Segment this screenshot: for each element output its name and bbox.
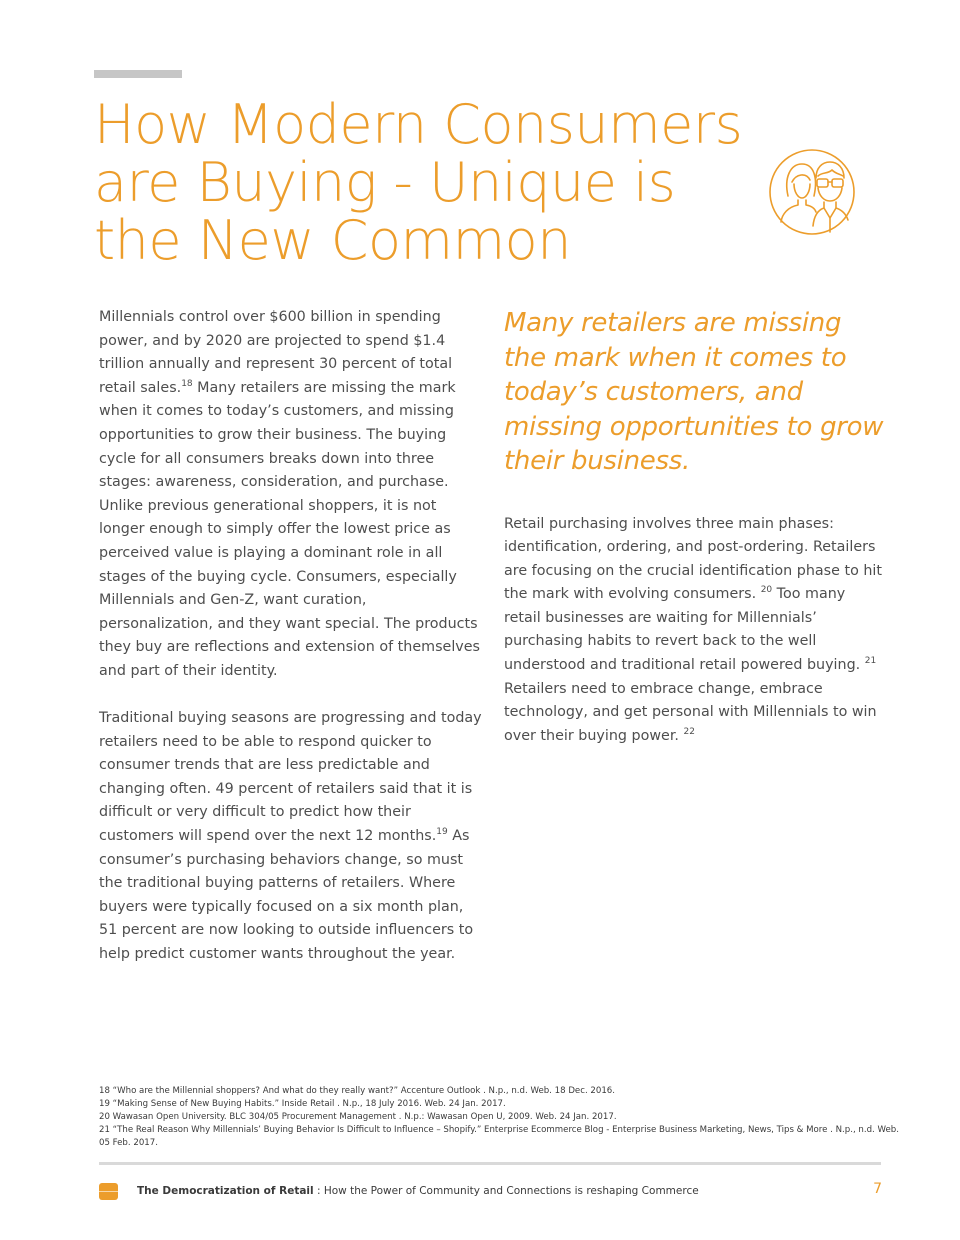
footnote-ref[interactable]: 22 [683, 727, 695, 738]
footer-divider [99, 1162, 881, 1165]
pull-quote: Many retailers are missing the mark when it comes to today’s customers, and missing opportunities to grow their business. [504, 308, 884, 476]
footer-document-title [137, 1185, 699, 1197]
body-text: Traditional buying seasons are progressing and today retailers need to be able to respond quicker to consumer trends that are less predictable and changing often. 49 percent of retailers said that it is difficult or very difficult to predict how their customers will spend over the next 12 months. [99, 710, 482, 845]
footer-subtitle: : How the Power of Community and Connections is reshaping Commerce [313, 1185, 699, 1197]
page-title-line: the New Common [94, 209, 571, 272]
body-text: Retail purchasing involves three main phases: identification, ordering, and post-ordering. Retailers are focusing on the crucial identification phase to hit the mark with evolving consumers. [504, 515, 883, 603]
book-badge-icon [99, 1183, 118, 1200]
page-title [94, 93, 794, 272]
footnote-ref[interactable]: 21 [864, 656, 877, 667]
footnote-ref[interactable]: 19 [436, 827, 448, 838]
page-title-line: are Buying - Unique is [94, 151, 676, 214]
body-paragraph [99, 306, 484, 684]
body-text: Millennials control over $600 billion in spending power, and by 2020 are projected to spend $1.4 trillion annually and represent 30 percent of total retail sales. [99, 309, 453, 396]
page-title-line: How Modern Consumers [94, 93, 743, 156]
left-column [99, 306, 484, 990]
body-text: Retailers need to embrace change, embrace technology, and get personal with Millennials to win over their buying power. [504, 680, 877, 744]
footnotes [99, 1085, 909, 1150]
body-text: Too many retail businesses are waiting for Millennials’ purchasing habits to revert back to the well understood and traditional retail powered buying. [504, 586, 865, 674]
body-text: Many retailers are missing the mark when it comes to today’s customers, and missing opportunities to grow their business. The buying cycle for all consumers breaks down into three stages: awareness, consideration, and purchase. Unlike previous generational shoppers, it is not longer enough to simply offer the lowest price as perceived value is playing a dominant role in all stages of the buying cycle. Consumers, especially Millennials and Gen-Z, want curation, personalization, and they want special. The products they buy are reflections and extension of themselves and part of their identity. [99, 379, 480, 679]
footnote-item: 20 Wawasan Open University. BLC 304/05 Procurement Management . N.p.: Wawasan Open U, 2009. Web. 24 Jan. 2017. [99, 1112, 617, 1122]
right-column [504, 306, 884, 748]
page-number: 7 [873, 1181, 882, 1197]
footer-title: The Democratization of Retail [137, 1185, 314, 1197]
footnote-ref[interactable]: 18 [181, 379, 193, 390]
header-accent-bar [94, 70, 182, 78]
body-paragraph [99, 707, 484, 967]
footnote-item: 21 “The Real Reason Why Millennials’ Buying Behavior Is Difficult to Influence – Shopify.” Enterprise Ecommerce Blog - Enterprise Business Marketing, News, Tips & More . N.p., n.d. Web. 05 Feb. 2017. [99, 1125, 899, 1148]
body-paragraph [504, 513, 884, 749]
body-text: As consumer’s purchasing behaviors change, so must the traditional buying patterns of retailers. Where buyers were typically focused on a six month plan, 51 percent are now looking to outside influencers to help predict customer wants throughout the year. [99, 828, 474, 963]
two-people-icon [768, 148, 856, 236]
footnote-item: 19 “Making Sense of New Buying Habits.” Inside Retail . N.p., 18 July 2016. Web. 24 Jan. 2017. [99, 1099, 506, 1109]
footnote-ref[interactable]: 20 [760, 585, 773, 596]
footnote-item: 18 “Who are the Millennial shoppers? And what do they really want?” Accenture Outlook . N.p., n.d. Web. 18 Dec. 2016. [99, 1086, 616, 1096]
